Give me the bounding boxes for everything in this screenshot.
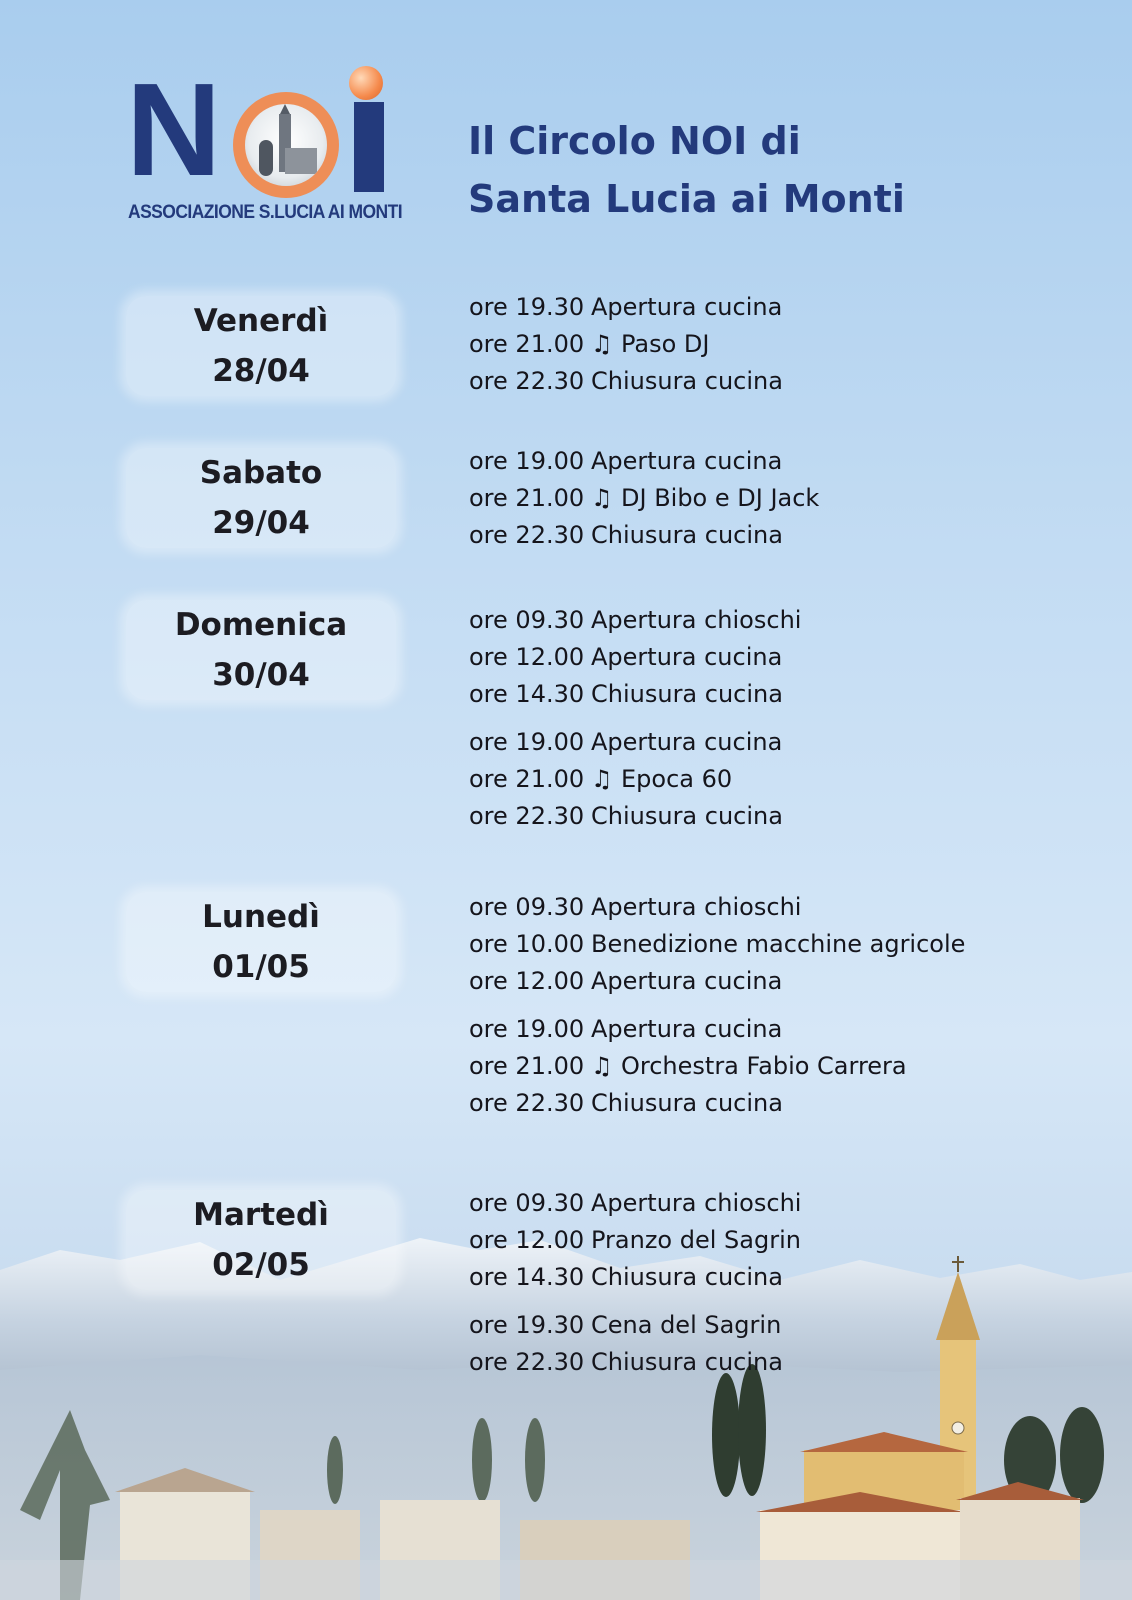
events-domenica-evening: [469, 723, 783, 834]
event-time: ore 22.30: [469, 801, 585, 830]
event-row: [469, 1258, 801, 1295]
event-time: ore 22.30: [469, 520, 585, 549]
event-text: Benedizione macchine agricole: [591, 929, 966, 958]
event-text: Chiusura cucina: [591, 801, 783, 830]
logo-letter-n: N: [126, 56, 218, 203]
event-text: Chiusura cucina: [591, 679, 783, 708]
events-lunedi-evening: [469, 1010, 907, 1121]
day-name: Domenica: [174, 607, 348, 643]
event-text: Cena del Sagrin: [591, 1310, 782, 1339]
event-text: Chiusura cucina: [591, 366, 783, 395]
day-name: Venerdì: [193, 303, 329, 339]
music-note-icon: ♫: [591, 1051, 613, 1080]
event-time: ore 09.30: [469, 605, 585, 634]
day-name: Martedì: [193, 1197, 329, 1233]
day-badge-sabato: [126, 448, 396, 548]
event-row: [469, 797, 783, 834]
event-text: Chiusura cucina: [591, 1262, 783, 1291]
event-row: [469, 1010, 907, 1047]
day-name: Sabato: [199, 455, 323, 491]
day-badge-lunedi: [126, 892, 396, 992]
events-sabato: [469, 442, 819, 553]
event-time: ore 21.00: [469, 764, 585, 793]
noi-logo: [126, 56, 406, 234]
music-note-icon: ♫: [591, 329, 613, 358]
event-row: [469, 638, 801, 675]
event-row: [469, 962, 965, 999]
event-time: ore 19.30: [469, 292, 585, 321]
event-row: [469, 1343, 783, 1380]
event-row: [469, 1184, 801, 1221]
event-row: [469, 760, 783, 797]
event-text: Orchestra Fabio Carrera: [621, 1051, 907, 1080]
event-text: Chiusura cucina: [591, 1347, 783, 1376]
event-row: [469, 1306, 783, 1343]
event-row: [469, 1084, 907, 1121]
event-row: [469, 675, 801, 712]
event-time: ore 21.00: [469, 483, 585, 512]
event-time: ore 19.00: [469, 446, 585, 475]
events-lunedi-morning: [469, 888, 965, 999]
event-row: [469, 479, 819, 516]
church-emblem-icon: [245, 104, 327, 186]
event-text: Apertura cucina: [591, 642, 783, 671]
music-note-icon: ♫: [591, 483, 613, 512]
event-row: [469, 362, 783, 399]
event-row: [469, 288, 783, 325]
event-row: [469, 516, 819, 553]
event-time: ore 21.00: [469, 329, 585, 358]
event-time: ore 09.30: [469, 892, 585, 921]
event-text: Apertura cucina: [591, 446, 783, 475]
events-martedi-morning: [469, 1184, 801, 1295]
music-note-icon: ♫: [591, 764, 613, 793]
event-row: [469, 925, 965, 962]
events-domenica-morning: [469, 601, 801, 712]
event-text: Apertura cucina: [591, 966, 783, 995]
logo-letter-i: [354, 102, 384, 192]
event-text: Apertura cucina: [591, 727, 783, 756]
event-row: [469, 723, 783, 760]
event-time: ore 22.30: [469, 366, 585, 395]
event-row: [469, 442, 819, 479]
day-date: 30/04: [212, 657, 310, 693]
event-text: Chiusura cucina: [591, 1088, 783, 1117]
title-line-1: Il Circolo NOI di: [468, 119, 801, 163]
event-text: Pranzo del Sagrin: [591, 1225, 801, 1254]
logo-letter-o: [233, 92, 339, 198]
event-text: Apertura chioschi: [591, 605, 802, 634]
event-text: Apertura cucina: [591, 292, 783, 321]
event-text: Paso DJ: [621, 329, 710, 358]
event-text: Epoca 60: [621, 764, 733, 793]
event-time: ore 09.30: [469, 1188, 585, 1217]
event-time: ore 19.00: [469, 1014, 585, 1043]
logo-caption: ASSOCIAZIONE S.LUCIA AI MONTI: [128, 202, 403, 223]
day-badge-domenica: [126, 600, 396, 700]
day-badge-martedi: [126, 1190, 396, 1290]
events-martedi-evening: [469, 1306, 783, 1380]
day-name: Lunedì: [202, 899, 320, 935]
event-time: ore 10.00: [469, 929, 585, 958]
event-text: Apertura chioschi: [591, 892, 802, 921]
day-date: 01/05: [212, 949, 310, 985]
event-time: ore 22.30: [469, 1347, 585, 1376]
day-date: 02/05: [212, 1247, 310, 1283]
event-time: ore 12.00: [469, 966, 585, 995]
day-badge-venerdi: [126, 296, 396, 396]
event-time: ore 14.30: [469, 679, 585, 708]
logo-orange-dot: [349, 66, 383, 100]
event-row: [469, 325, 783, 362]
event-row: [469, 888, 965, 925]
event-row: [469, 601, 801, 638]
day-date: 29/04: [212, 505, 310, 541]
event-time: ore 21.00: [469, 1051, 585, 1080]
event-text: Apertura cucina: [591, 1014, 783, 1043]
event-time: ore 22.30: [469, 1088, 585, 1117]
page-title: [468, 112, 905, 228]
event-text: Apertura chioschi: [591, 1188, 802, 1217]
events-venerdi: [469, 288, 783, 399]
event-time: ore 19.00: [469, 727, 585, 756]
event-time: ore 19.30: [469, 1310, 585, 1339]
event-row: [469, 1047, 907, 1084]
event-text: DJ Bibo e DJ Jack: [621, 483, 820, 512]
event-time: ore 12.00: [469, 642, 585, 671]
day-date: 28/04: [212, 353, 310, 389]
event-time: ore 12.00: [469, 1225, 585, 1254]
title-line-2: Santa Lucia ai Monti: [468, 177, 905, 221]
event-time: ore 14.30: [469, 1262, 585, 1291]
event-row: [469, 1221, 801, 1258]
event-text: Chiusura cucina: [591, 520, 783, 549]
